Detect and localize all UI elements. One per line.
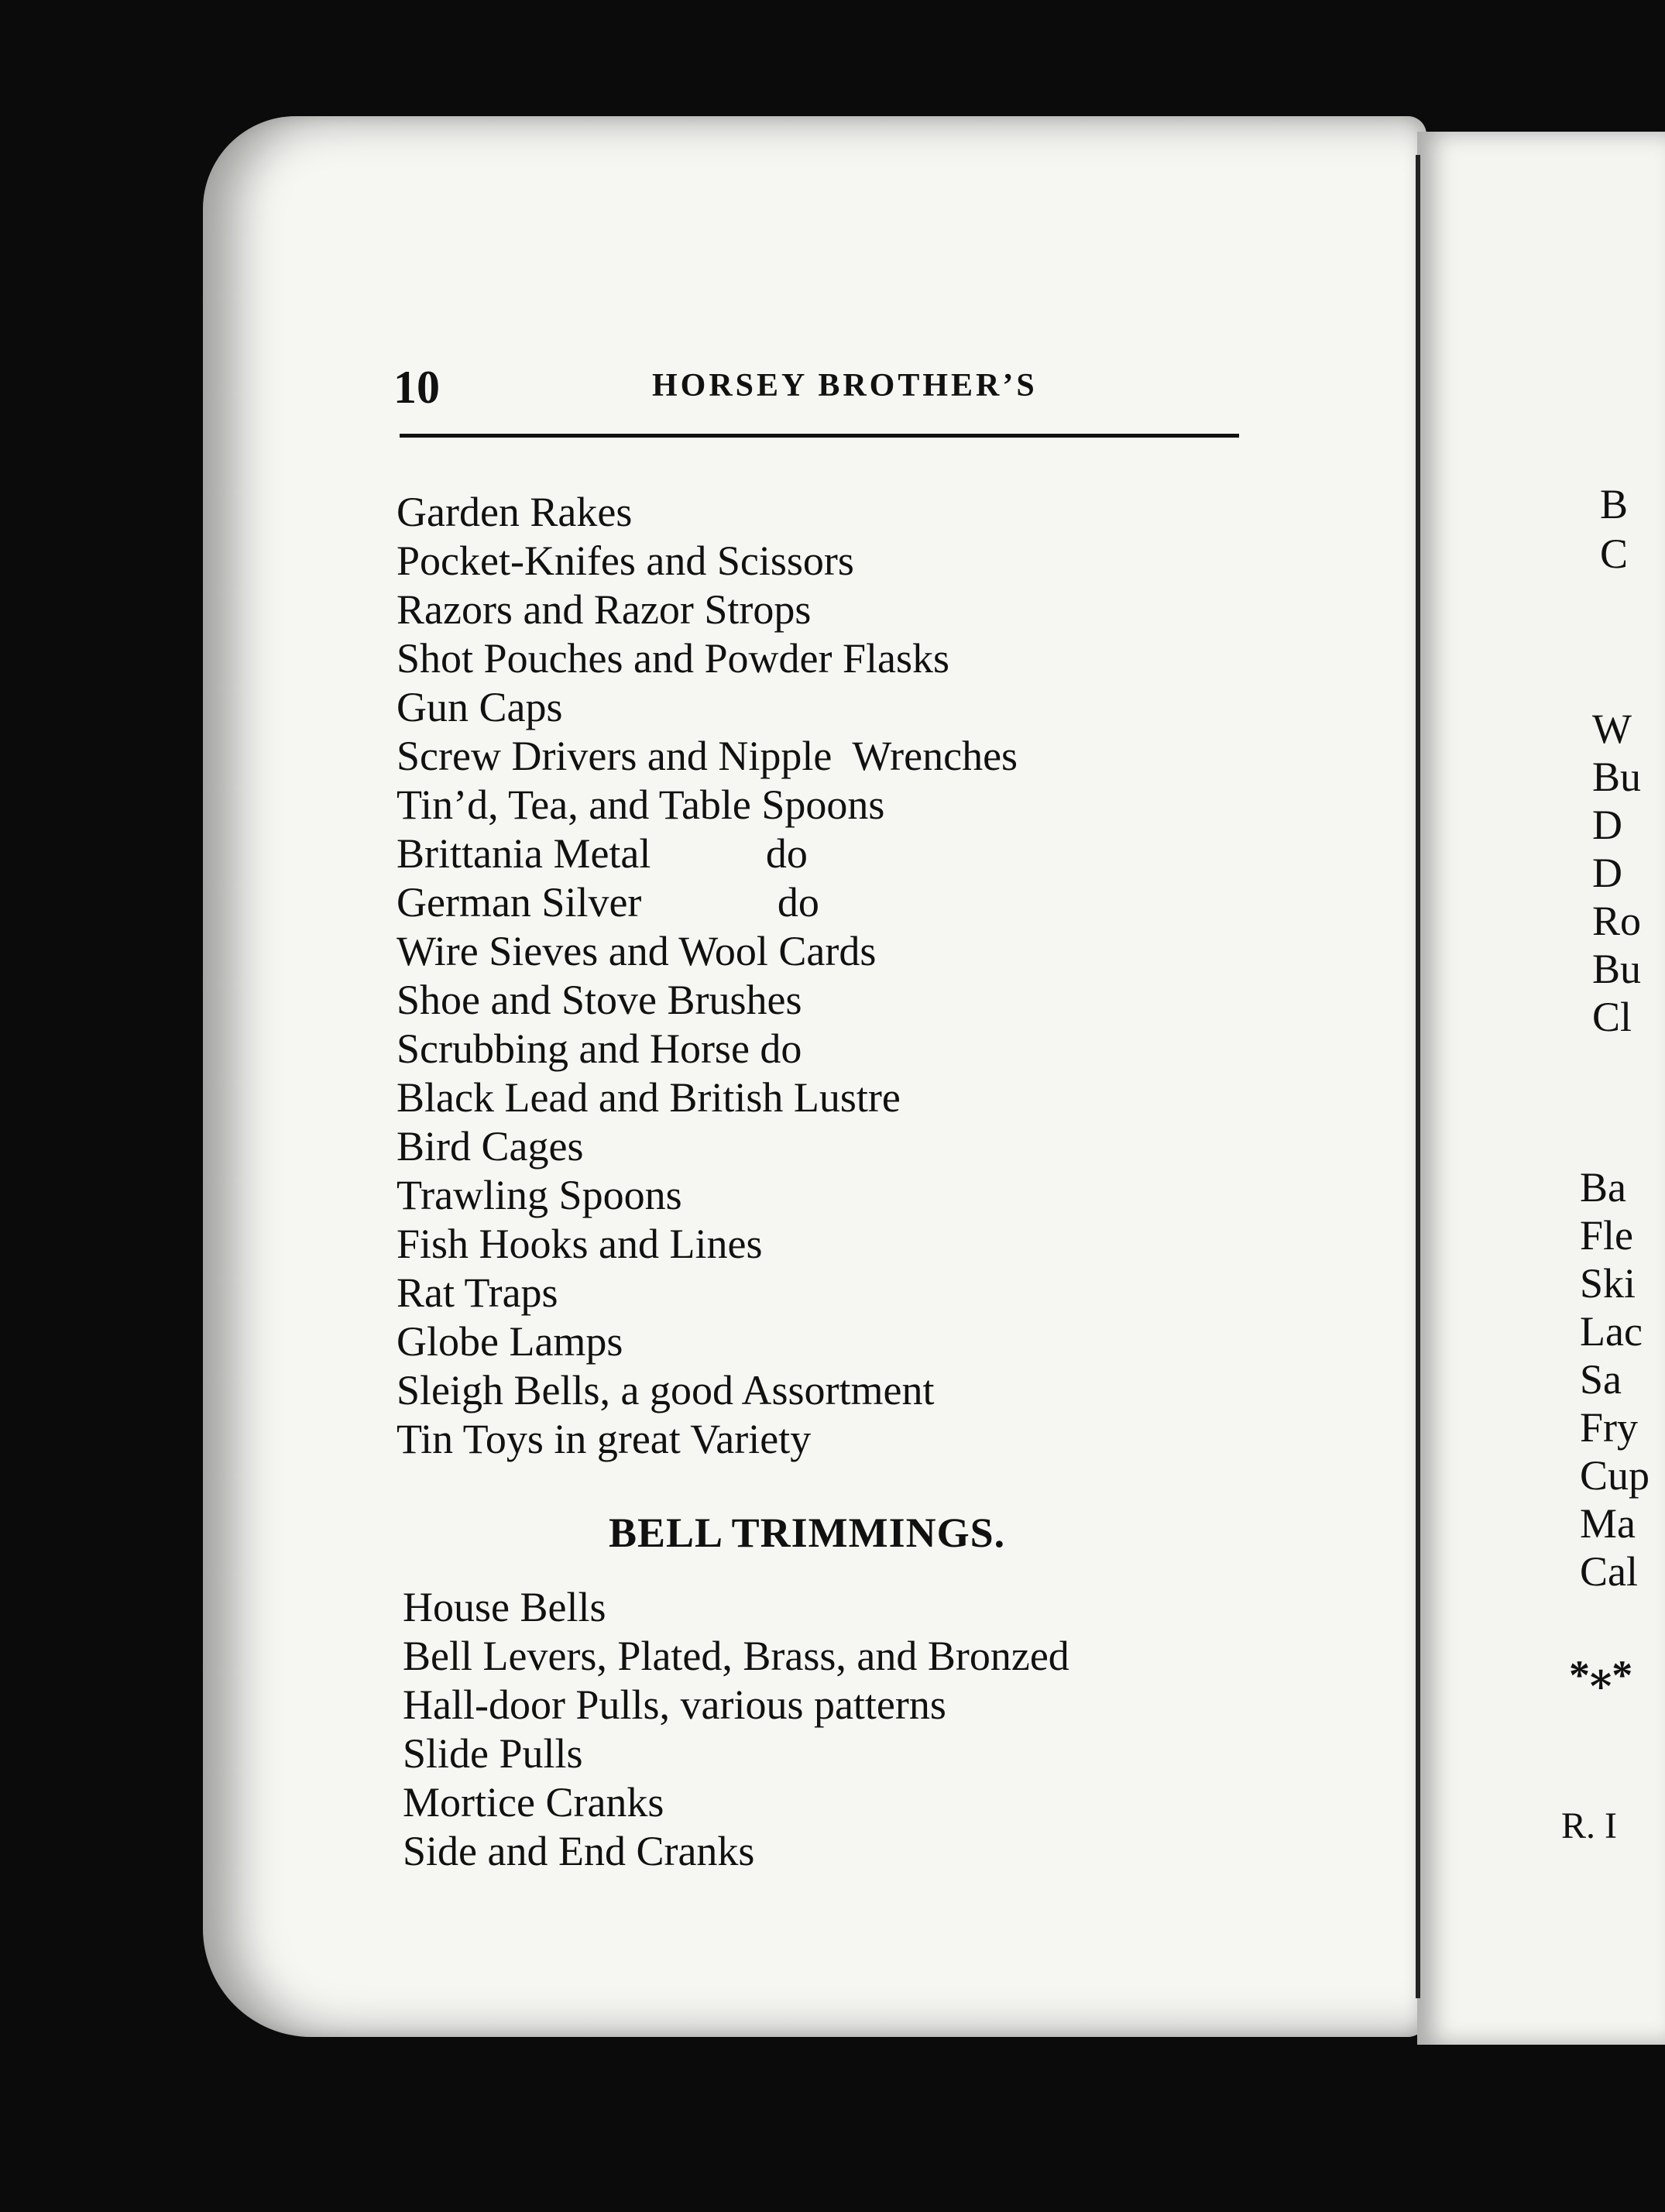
right-page <box>1417 132 1665 2045</box>
running-head: HORSEY BROTHER’S <box>652 368 1038 404</box>
list-item: German Silver do <box>397 879 819 926</box>
right-fragment: Fry <box>1580 1404 1639 1451</box>
right-fragment: Bu <box>1592 754 1642 800</box>
list-item: Brittania Metal do <box>397 830 808 877</box>
list-item: Shoe and Stove Brushes <box>397 977 802 1023</box>
list-item: Rat Traps <box>397 1269 558 1316</box>
right-fragment: B <box>1600 481 1629 527</box>
book-gutter <box>1416 155 1420 1998</box>
right-fragment: Bu <box>1592 946 1642 992</box>
list-item: Globe Lamps <box>397 1318 623 1365</box>
right-fragment: Ma <box>1580 1500 1636 1547</box>
list-item: Pocket-Knifes and Scissors <box>397 538 854 584</box>
asterism: *⁎* <box>1569 1652 1633 1698</box>
right-fragment: Fle <box>1580 1212 1634 1259</box>
list-item: Razors and Razor Strops <box>397 586 812 633</box>
list-item: Tin Toys in great Variety <box>397 1416 812 1462</box>
right-fragment: D <box>1592 802 1622 848</box>
right-fragment: Ro <box>1592 898 1642 944</box>
right-fragment: Cal <box>1580 1548 1638 1595</box>
list-item: Side and End Cranks <box>403 1828 755 1874</box>
list-item: Wire Sieves and Wool Cards <box>397 928 877 974</box>
list-item: Slide Pulls <box>403 1730 583 1777</box>
right-fragment: Ba <box>1580 1164 1626 1211</box>
list-item: Trawling Spoons <box>397 1172 682 1218</box>
right-fragment: Cl <box>1592 994 1632 1040</box>
list-item: Hall-door Pulls, various patterns <box>403 1681 946 1728</box>
right-fragment: Sa <box>1580 1356 1622 1403</box>
list-item: Scrubbing and Horse do <box>397 1025 802 1072</box>
list-item: Garden Rakes <box>397 489 633 535</box>
list-item: Screw Drivers and Nipple Wrenches <box>397 733 1018 779</box>
list-item: Black Lead and British Lustre <box>397 1074 901 1121</box>
header-rule <box>400 434 1239 438</box>
list-item: Bird Cages <box>397 1123 584 1170</box>
item-list <box>397 488 1018 1464</box>
right-fragment: D <box>1592 850 1622 896</box>
list-item: Gun Caps <box>397 684 563 730</box>
list-item: Tin’d, Tea, and Table Spoons <box>397 781 885 828</box>
right-fragment: W <box>1592 706 1632 752</box>
right-fragment: Lac <box>1580 1308 1643 1355</box>
bell-trimmings-list <box>403 1583 1069 1876</box>
list-item: Sleigh Bells, a good Assortment <box>397 1367 935 1413</box>
right-fragment: Ski <box>1580 1260 1636 1307</box>
list-item: Fish Hooks and Lines <box>397 1221 763 1267</box>
list-item: House Bells <box>403 1584 606 1630</box>
right-fragment: C <box>1600 531 1629 577</box>
list-item: Mortice Cranks <box>403 1779 664 1826</box>
page-number: 10 <box>393 362 440 413</box>
right-fragment: Cup <box>1580 1452 1650 1499</box>
list-item: Shot Pouches and Powder Flasks <box>397 635 949 682</box>
right-footer-fragment: R. I <box>1561 1805 1617 1846</box>
section-heading: BELL TRIMMINGS. <box>609 1510 1006 1556</box>
list-item: Bell Levers, Plated, Brass, and Bronzed <box>403 1633 1069 1679</box>
